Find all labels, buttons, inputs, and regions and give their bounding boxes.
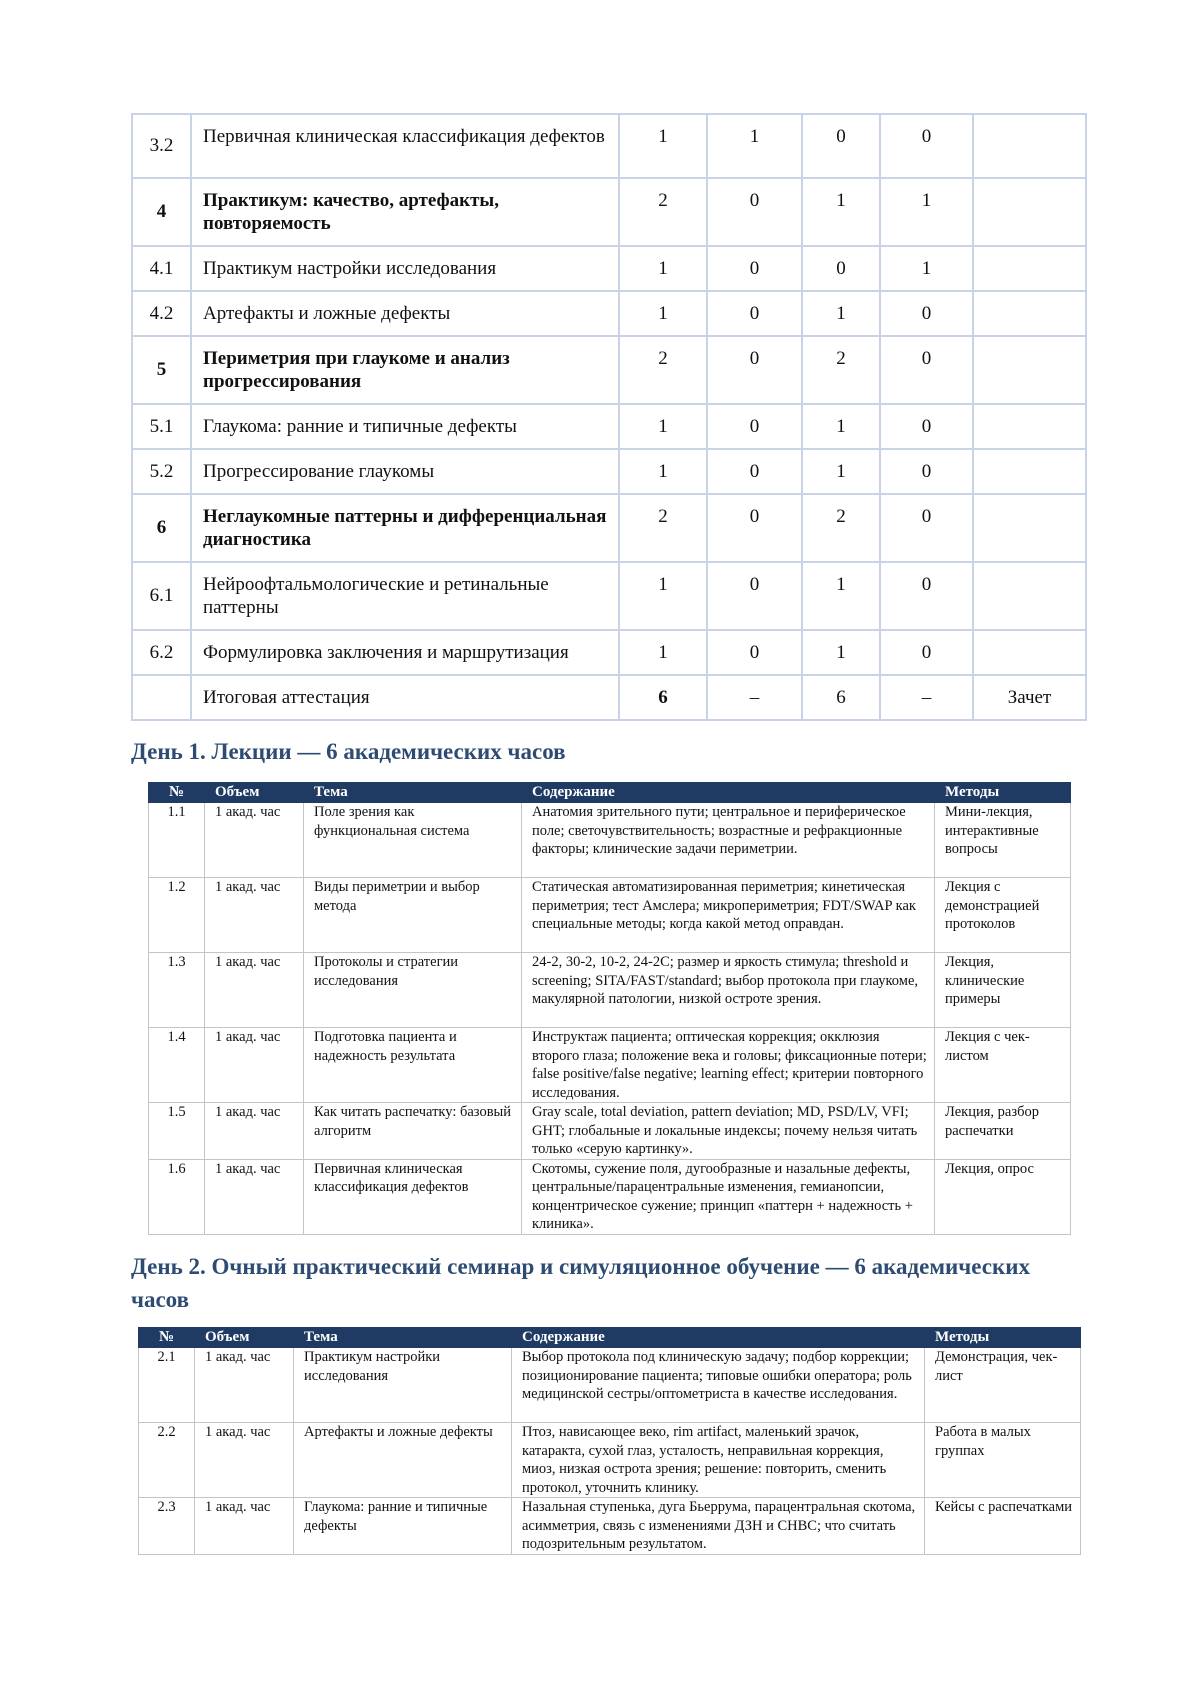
hours-simulation: 0	[880, 449, 973, 494]
header-methods: Методы	[925, 1328, 1081, 1348]
table-row	[149, 1159, 1071, 1234]
cell-topic: Протоколы и стратегии исследования	[304, 953, 522, 1028]
row-title: Практикум настройки исследования	[191, 246, 619, 291]
row-number: 3.2	[132, 114, 191, 178]
control-form	[973, 562, 1086, 630]
cell-volume: 1 акад. час	[205, 803, 304, 878]
cell-topic: Виды периметрии и выбор метода	[304, 878, 522, 953]
row-title: Неглаукомные паттерны и дифференциальная диагностика	[191, 494, 619, 562]
cell-topic: Как читать распечатку: базовый алгоритм	[304, 1103, 522, 1160]
cell-topic: Практикум настройки исследования	[294, 1348, 512, 1423]
row-number: 5.1	[132, 404, 191, 449]
cell-content: Статическая автоматизированная периметрия; кинетическая периметрия; тест Амслера; микропериметрия; FDT/SWAP как специальные методы; когда какой метод оправдан.	[522, 878, 935, 953]
cell-methods: Лекция, разбор распечатки	[935, 1103, 1071, 1160]
cell-volume: 1 акад. час	[195, 1498, 294, 1555]
cell-content: 24-2, 30-2, 10-2, 24-2C; размер и яркость стимула; threshold и screening; SITA/FAST/standard; выбор протокола при глаукоме, макулярной патологии, низкой остроте зрения.	[522, 953, 935, 1028]
hours-simulation: 0	[880, 562, 973, 630]
cell-volume: 1 акад. час	[205, 878, 304, 953]
hours-simulation: –	[880, 675, 973, 720]
table-row	[149, 1028, 1071, 1103]
cell-methods: Лекция с демонстрацией протоколов	[935, 878, 1071, 953]
hours-total: 2	[619, 494, 707, 562]
hours-lectures: 0	[707, 291, 802, 336]
row-title: Итоговая аттестация	[191, 675, 619, 720]
table-row	[139, 1348, 1081, 1423]
row-number: 6.1	[132, 562, 191, 630]
cell-methods: Лекция, клинические примеры	[935, 953, 1071, 1028]
cell-methods: Работа в малых группах	[925, 1423, 1081, 1498]
row-title: Прогрессирование глаукомы	[191, 449, 619, 494]
cell-content: Выбор протокола под клиническую задачу; подбор коррекции; позиционирование пациента; типовые ошибки оператора; роль медицинской сестры/оптометриста в качестве исследования.	[512, 1348, 925, 1423]
cell-volume: 1 акад. час	[205, 1159, 304, 1234]
header-volume: Объем	[195, 1328, 294, 1348]
cell-num: 1.5	[149, 1103, 205, 1160]
table-row	[132, 291, 1086, 336]
cell-num: 1.4	[149, 1028, 205, 1103]
cell-volume: 1 акад. час	[205, 1028, 304, 1103]
cell-topic: Первичная клиническая классификация дефектов	[304, 1159, 522, 1234]
cell-content: Инструктаж пациента; оптическая коррекция; окклюзия второго глаза; положение века и головы; фиксационные потери; false positive/false negative; learning effect; критерии повторного исследования.	[522, 1028, 935, 1103]
cell-content: Назальная ступенька, дуга Бьеррума, парацентральная скотома, асимметрия, связь с изменениями ДЗН и СНВС; что считать подозрительным результатом.	[512, 1498, 925, 1555]
hours-total: 1	[619, 449, 707, 494]
row-title: Периметрия при глаукоме и анализ прогрессирования	[191, 336, 619, 404]
control-form	[973, 336, 1086, 404]
cell-num: 2.3	[139, 1498, 195, 1555]
hours-practice: 1	[802, 291, 880, 336]
row-number: 4.2	[132, 291, 191, 336]
hours-lectures: 0	[707, 562, 802, 630]
control-form	[973, 494, 1086, 562]
summary-table	[131, 113, 1087, 721]
hours-simulation: 0	[880, 404, 973, 449]
header-content: Содержание	[512, 1328, 925, 1348]
day2-table	[138, 1327, 1081, 1555]
table-row	[139, 1423, 1081, 1498]
control-form	[973, 178, 1086, 246]
cell-topic: Артефакты и ложные дефекты	[294, 1423, 512, 1498]
hours-practice: 1	[802, 562, 880, 630]
hours-total: 1	[619, 562, 707, 630]
day2-heading: День 2. Очный практический семинар и симуляционное обучение — 6 академических часов	[131, 1254, 1030, 1312]
hours-lectures: 0	[707, 336, 802, 404]
hours-lectures: 0	[707, 404, 802, 449]
cell-methods: Мини-лекция, интерактивные вопросы	[935, 803, 1071, 878]
cell-topic: Поле зрения как функциональная система	[304, 803, 522, 878]
cell-content: Птоз, нависающее веко, rim artifact, маленький зрачок, катаракта, сухой глаз, усталость, неправильная коррекция, миоз, низкая острота зрения; решение: повторить, сменить протокол, уточнить клинику.	[512, 1423, 925, 1498]
control-form	[973, 404, 1086, 449]
table-row	[132, 449, 1086, 494]
row-number: 4.1	[132, 246, 191, 291]
table-row	[149, 803, 1071, 878]
table-row	[149, 878, 1071, 953]
hours-simulation: 1	[880, 178, 973, 246]
control-form	[973, 449, 1086, 494]
hours-simulation: 0	[880, 291, 973, 336]
table-row	[132, 562, 1086, 630]
control-form	[973, 246, 1086, 291]
header-topic: Тема	[304, 783, 522, 803]
header-num: №	[149, 783, 205, 803]
hours-simulation: 1	[880, 246, 973, 291]
header-volume: Объем	[205, 783, 304, 803]
table-row	[132, 178, 1086, 246]
hours-total: 1	[619, 630, 707, 675]
day1-table	[148, 782, 1071, 1235]
header-content: Содержание	[522, 783, 935, 803]
hours-lectures: 0	[707, 494, 802, 562]
cell-num: 1.3	[149, 953, 205, 1028]
table-row	[132, 246, 1086, 291]
row-number: 4	[132, 178, 191, 246]
hours-simulation: 0	[880, 114, 973, 178]
cell-volume: 1 акад. час	[195, 1423, 294, 1498]
row-number: 5.2	[132, 449, 191, 494]
header-methods: Методы	[935, 783, 1071, 803]
day1-heading: День 1. Лекции — 6 академических часов	[131, 739, 566, 764]
hours-practice: 2	[802, 336, 880, 404]
row-number: 6.2	[132, 630, 191, 675]
hours-total: 2	[619, 336, 707, 404]
table-row	[132, 630, 1086, 675]
hours-total: 6	[619, 675, 707, 720]
cell-content: Анатомия зрительного пути; центральное и периферическое поле; светочувствительность; возрастные и рефракционные факторы; клинические задачи периметрии.	[522, 803, 935, 878]
hours-practice: 1	[802, 630, 880, 675]
cell-topic: Глаукома: ранние и типичные дефекты	[294, 1498, 512, 1555]
hours-total: 1	[619, 404, 707, 449]
table-row	[132, 675, 1086, 720]
hours-practice: 1	[802, 449, 880, 494]
header-topic: Тема	[294, 1328, 512, 1348]
cell-content: Gray scale, total deviation, pattern deviation; MD, PSD/LV, VFI; GHT; глобальные и локальные индексы; почему нельзя читать только «серую картинку».	[522, 1103, 935, 1160]
cell-num: 1.6	[149, 1159, 205, 1234]
cell-num: 1.1	[149, 803, 205, 878]
table-row	[132, 404, 1086, 449]
hours-practice: 6	[802, 675, 880, 720]
hours-total: 2	[619, 178, 707, 246]
cell-volume: 1 акад. час	[205, 1103, 304, 1160]
control-form	[973, 630, 1086, 675]
hours-simulation: 0	[880, 630, 973, 675]
table-row	[132, 336, 1086, 404]
hours-lectures: –	[707, 675, 802, 720]
cell-num: 2.2	[139, 1423, 195, 1498]
hours-practice: 0	[802, 114, 880, 178]
table-header-row	[149, 783, 1071, 803]
cell-volume: 1 акад. час	[205, 953, 304, 1028]
row-title: Глаукома: ранние и типичные дефекты	[191, 404, 619, 449]
hours-practice: 0	[802, 246, 880, 291]
cell-methods: Лекция, опрос	[935, 1159, 1071, 1234]
hours-practice: 1	[802, 178, 880, 246]
cell-methods: Демонстрация, чек-лист	[925, 1348, 1081, 1423]
hours-practice: 1	[802, 404, 880, 449]
table-header-row	[139, 1328, 1081, 1348]
row-title: Артефакты и ложные дефекты	[191, 291, 619, 336]
hours-practice: 2	[802, 494, 880, 562]
cell-topic: Подготовка пациента и надежность результата	[304, 1028, 522, 1103]
row-title: Практикум: качество, артефакты, повторяемость	[191, 178, 619, 246]
hours-lectures: 0	[707, 178, 802, 246]
cell-num: 2.1	[139, 1348, 195, 1423]
hours-total: 1	[619, 291, 707, 336]
row-number	[132, 675, 191, 720]
table-row	[132, 114, 1086, 178]
cell-content: Скотомы, сужение поля, дугообразные и назальные дефекты, центральные/парацентральные изменения, гемианопсии, концентрическое сужение; принцип «паттерн + надежность + клиника».	[522, 1159, 935, 1234]
hours-total: 1	[619, 114, 707, 178]
header-num: №	[139, 1328, 195, 1348]
hours-total: 1	[619, 246, 707, 291]
row-number: 5	[132, 336, 191, 404]
hours-lectures: 1	[707, 114, 802, 178]
cell-methods: Кейсы с распечатками	[925, 1498, 1081, 1555]
row-title: Нейроофтальмологические и ретинальные паттерны	[191, 562, 619, 630]
hours-lectures: 0	[707, 449, 802, 494]
control-form: Зачет	[973, 675, 1086, 720]
hours-lectures: 0	[707, 246, 802, 291]
table-row	[139, 1498, 1081, 1555]
table-row	[132, 494, 1086, 562]
hours-simulation: 0	[880, 336, 973, 404]
hours-lectures: 0	[707, 630, 802, 675]
control-form	[973, 291, 1086, 336]
cell-num: 1.2	[149, 878, 205, 953]
cell-volume: 1 акад. час	[195, 1348, 294, 1423]
row-number: 6	[132, 494, 191, 562]
row-title: Формулировка заключения и маршрутизация	[191, 630, 619, 675]
hours-simulation: 0	[880, 494, 973, 562]
cell-methods: Лекция с чек-листом	[935, 1028, 1071, 1103]
table-row	[149, 953, 1071, 1028]
row-title: Первичная клиническая классификация дефектов	[191, 114, 619, 178]
control-form	[973, 114, 1086, 178]
table-row	[149, 1103, 1071, 1160]
